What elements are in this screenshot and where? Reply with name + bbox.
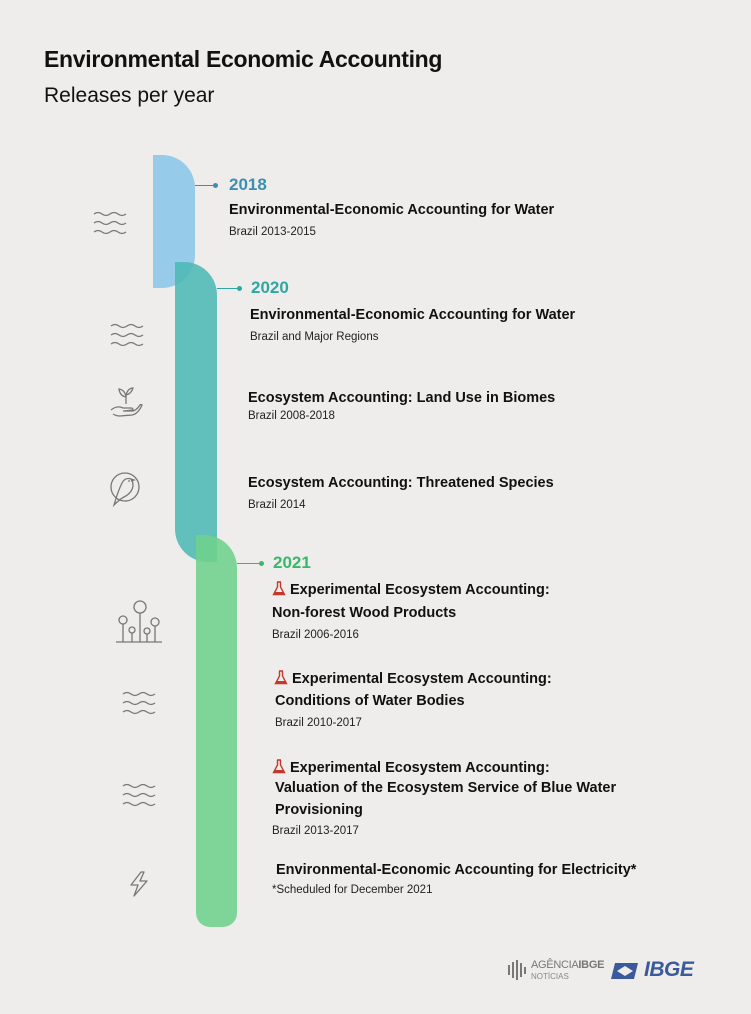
lightning-icon <box>126 870 152 898</box>
release-title: Ecosystem Accounting: Land Use in Biomes <box>248 390 556 406</box>
release-subtitle: Brazil and Major Regions <box>250 331 379 343</box>
year-2020: 2020 <box>251 278 289 297</box>
water-waves-icon <box>110 322 144 348</box>
release-subtitle: Brazil 2013-2015 <box>229 226 316 238</box>
ibge-mark-icon <box>611 961 641 981</box>
agencia-ibge-logo: AGÊNCIAIBGE NOTÍCIAS <box>506 957 606 985</box>
release-subtitle: Brazil 2006-2016 <box>272 629 359 641</box>
release-subtitle: Brazil 2014 <box>248 499 306 511</box>
release-title-line2: Non-forest Wood Products <box>272 605 457 621</box>
release-title-line2: Conditions of Water Bodies <box>275 693 465 709</box>
release-subtitle: *Scheduled for December 2021 <box>272 884 433 896</box>
release-title: Environmental-Economic Accounting for Water <box>229 202 555 218</box>
hand-plant-icon <box>108 386 144 420</box>
year-2018: 2018 <box>229 175 267 194</box>
leader-dot-2020 <box>237 286 242 291</box>
release-title: Experimental Ecosystem Accounting: <box>272 758 550 778</box>
timeline-bar-2020 <box>175 262 217 562</box>
release-title: Ecosystem Accounting: Threatened Species <box>248 475 554 491</box>
release-title: Environmental-Economic Accounting for Electricity* <box>276 862 637 878</box>
release-subtitle: Brazil 2013-2017 <box>272 825 359 837</box>
release-title-line3: Provisioning <box>275 802 363 818</box>
trees-icon <box>114 597 164 645</box>
flask-icon <box>272 581 286 596</box>
water-waves-icon <box>122 782 156 808</box>
flask-icon <box>272 759 286 774</box>
flask-icon <box>274 670 288 685</box>
water-waves-icon <box>122 690 156 716</box>
release-subtitle: Brazil 2008-2018 <box>248 410 335 422</box>
release-title-line2: Valuation of the Ecosystem Service of Blue Water <box>275 780 617 796</box>
year-2021: 2021 <box>273 553 311 572</box>
page-subtitle: Releases per year <box>44 84 215 107</box>
leader-2018 <box>195 185 215 186</box>
bird-icon <box>109 470 141 510</box>
release-title: Experimental Ecosystem Accounting: <box>274 669 552 689</box>
leader-2020 <box>217 288 239 289</box>
leader-2021 <box>237 563 261 564</box>
leader-dot-2018 <box>213 183 218 188</box>
page-title: Environmental Economic Accounting <box>44 46 443 72</box>
timeline-bar-2021 <box>196 535 237 927</box>
water-waves-icon <box>93 210 127 236</box>
agencia-ibge-mark-icon <box>506 959 528 981</box>
release-title: Environmental-Economic Accounting for Water <box>250 307 576 323</box>
release-subtitle: Brazil 2010-2017 <box>275 717 362 729</box>
leader-dot-2021 <box>259 561 264 566</box>
ibge-logo: IBGE <box>611 959 705 983</box>
release-title: Experimental Ecosystem Accounting: <box>272 580 550 600</box>
